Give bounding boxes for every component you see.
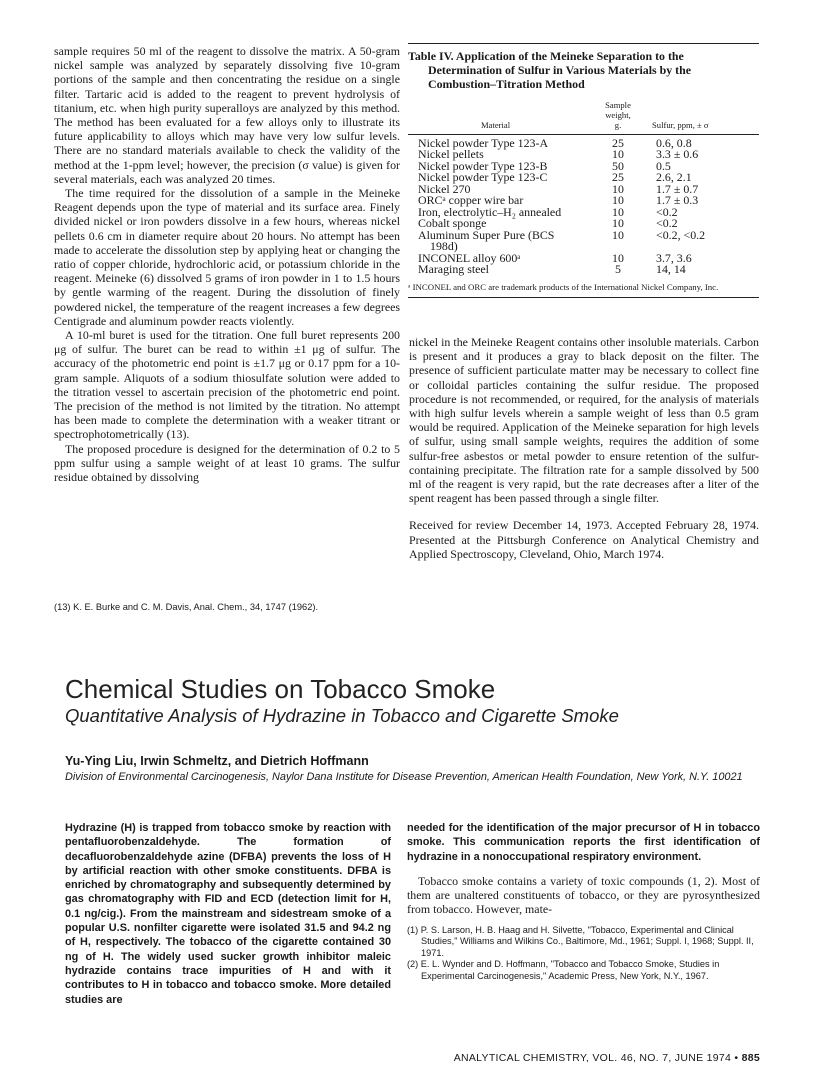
cell-weight: 10 — [612, 204, 624, 219]
abstract-continued: needed for the identification of the major precursor of H in tobacco smoke. This communication reports the first identification of hydrazine in a nonoccupational respiratory environment. — [407, 822, 760, 863]
left-column — [54, 44, 400, 484]
body-paragraph: nickel in the Meineke Reagent contains other insoluble materials. Carbon is present and it produces a gray to black deposit on the filter. The presence of sufficient particulate matter may be necessary to collect fine or colloidal particles containing the sulfur residue. The proposed procedure is not recommended, or required, for the analysis of materials with high sulfur levels wherein a sample weight of less than 0.5 gram would be required. Application of the Meineke separation for high levels of sulfur, using small sample weights, requires the addition of some sulfur-free asbestos or metal powder to ensure retention of the sulfur-containing precipitate. The filtration rate for a sample dissolved by 500 ml of the reagent is very rapid, but the rate decreases after a liter of the spent reagent has been passed through a single filter. — [409, 335, 759, 506]
references — [407, 925, 760, 983]
article-right-column — [407, 821, 760, 982]
table-bottom-rule — [408, 297, 759, 298]
body-paragraph: A 10-ml buret is used for the titration. One full buret represents 200 μg of sulfur. The buret can be read to within ±1 μg of sulfur. The accuracy of the photometric end point is ±1.7 μg or 0.17 ppm for a 10-gram sample. Aliquots of a sodium thiosulfate solution were added to the titration vessel to ascertain precision of the photometric end point. The precision of the method is not limited by the titration. No attempt has been made to complete the determination with a weaker titrant or spectrophotometrically (13). — [54, 328, 400, 442]
header-weight-2: weight, — [605, 109, 631, 120]
cell-material: Nickel powder Type 123-A — [418, 135, 549, 150]
cell-weight: 10 — [612, 250, 624, 265]
cell-sulfur: <0.2, <0.2 — [656, 227, 706, 242]
footnote-13: (13) K. E. Burke and C. M. Davis, Anal. Chem., 34, 1747 (1962). — [54, 602, 319, 612]
affiliation: Division of Environmental Carcinogenesis, Naylor Dana Institute for Disease Prevention, American Health Foundation, New York, N.Y. 10021 — [65, 771, 743, 783]
cell-material: Nickel powder Type 123-C — [418, 170, 548, 185]
cell-weight: 10 — [612, 227, 624, 242]
table-row — [408, 264, 759, 276]
article-subtitle: Quantitative Analysis of Hydrazine in Tobacco and Cigarette Smoke — [65, 705, 619, 726]
cell-material: ORCᵃ copper wire bar — [418, 193, 524, 208]
abstract: Hydrazine (H) is trapped from tobacco smoke by reaction with pentafluorobenzaldehyde. The formation of decafluorobenzaldehyde azine (DFBA) prevents the loss of H by artificial reaction with other smoke constituents. DFBA is enriched by chromatography and subsequently determined by gas chromatography with FID and ECD (detection limit for H, 0.1 ng/cig.). From the mainstream and sidestream smoke of a popular U.S. nonfilter cigarette were isolated 31.5 and 94.2 ng of H, respectively. The tobacco of the cigarette contained 30 ng of H. The widely used sucker growth inhibitor maleic hydrazide contains trace impurities of H and with it contributes to H in tobacco and tobacco smoke. More detailed studies are — [65, 822, 391, 1006]
cell-material-wrapped — [418, 227, 601, 254]
cell-material: Nickel pellets — [418, 147, 484, 162]
table-row — [408, 227, 759, 254]
cell-sulfur: 0.5 — [656, 158, 671, 173]
reference-item: (1) P. S. Larson, H. B. Haag and H. Silvette, "Tobacco, Experimental and Clinical Studies," Williams and Wilkins Co., Baltimore, Md., 1961; Suppl. I, 1968; Suppl. II, 1971. — [407, 924, 754, 958]
journal-citation: ANALYTICAL CHEMISTRY, VOL. 46, NO. 7, JUNE 1974 • — [453, 1052, 739, 1064]
cell-material: Aluminum Super Pure (BCS — [418, 227, 555, 242]
cell-material: Nickel 270 — [418, 181, 471, 196]
cell-material: Maraging steel — [418, 262, 489, 277]
cell-sulfur: 14, 14 — [656, 262, 686, 277]
cell-material: Cobalt sponge — [418, 216, 487, 231]
cell-sulfur: 2.6, 2.1 — [656, 170, 692, 185]
table-top-rule — [408, 43, 759, 44]
cell-sulfur: 3.7, 3.6 — [656, 250, 692, 265]
reference-item: (2) E. L. Wynder and D. Hoffmann, "Tobacco and Tobacco Smoke, Studies in Experimental Carcinogenesis," Academic Press, New York, N.Y., 1967. — [407, 959, 720, 981]
table-body — [408, 135, 759, 277]
cell-material: INCONEL alloy 600ᵃ — [418, 250, 521, 265]
table-footnote: ᵃ INCONEL and ORC are trademark products of the International Nickel Company, Inc. — [408, 281, 719, 292]
cell-weight: 10 — [612, 181, 624, 196]
cell-sulfur: 1.7 ± 0.7 — [656, 181, 699, 196]
table-iv — [408, 43, 759, 298]
cell-material: Nickel powder Type 123-B — [418, 158, 548, 173]
cell-weight: 10 — [612, 193, 624, 208]
cell-sulfur: 0.6, 0.8 — [656, 135, 692, 150]
cell-sulfur: <0.2 — [656, 216, 678, 231]
cell-weight: 10 — [612, 147, 624, 162]
right-column — [409, 335, 759, 561]
header-weight-1: Sample — [605, 99, 631, 110]
body-paragraph: sample requires 50 ml of the reagent to dissolve the matrix. A 50-gram nickel sample was analyzed by separately dissolving five 10-gram portions of the sample and then concentrating the residue on a single filter. Tartaric acid is added to the reagent to prevent hydrolysis of titanium, etc. when high purity superalloys are analyzed by this method. The method has been evaluated for a few alloys only to illustrate its future applicability to alloys which may have very low sulfur levels. There are no standard materials available to check the validity of the method at the 1-ppm level; however, the precision (σ value) is given for several materials, each was analyzed 20 times. — [54, 44, 400, 186]
cell-sulfur: <0.2 — [656, 204, 678, 219]
article-title: Chemical Studies on Tobacco Smoke — [65, 674, 496, 704]
cell-weight: 25 — [612, 170, 624, 185]
header-weight-3: g. — [614, 119, 622, 130]
received-note: Received for review December 14, 1973. Accepted February 28, 1974. Presented at the Pittsburgh Conference on Analytical Chemistry and Applied Spectroscopy, Cleveland, Ohio, March 1974. — [409, 518, 759, 561]
page-number: 885 — [741, 1052, 760, 1064]
table-title: Table IV. Application of the Meineke Separation to the Determination of Sulfur in Various Materials by the Combustion–Titration Method — [408, 49, 692, 92]
header-material: Material — [481, 119, 511, 130]
cell-weight: 50 — [612, 158, 624, 173]
cell-weight: 10 — [612, 216, 624, 231]
intro-paragraph: Tobacco smoke contains a variety of toxic compounds (1, 2). Most of them are unaltered constituents of tobacco, or they are pyrosynthesized from tobacco. However, mate- — [407, 873, 760, 917]
body-paragraph: The time required for the dissolution of a sample in the Meineke Reagent depends upon the type of material and its surface area. Finely divided nickel or iron powders dissolve in a few hours, whereas nickel pellets 0.6 cm in diameter require about 20 hours. No attempt has been made to accelerate the dissolution step by applying heat or changing the ratio of copper chloride, hydrochloric acid, or potassium chloride in the reagent. Meineke (6) dissolved 5 grams of iron powder in 1 to 1.5 hours by gentle warming of the reagent. During the dissolution of finely powdered nickel, the temperature of the reagent increases a few degrees Centigrade and aluminum powder reacts violently. — [54, 186, 400, 328]
cell-sulfur: 3.3 ± 0.6 — [656, 147, 699, 162]
header-sulfur: Sulfur, ppm, ± σ — [652, 119, 709, 130]
cell-weight: 5 — [615, 262, 621, 277]
cell-sulfur: 1.7 ± 0.3 — [656, 193, 699, 208]
body-paragraph: The proposed procedure is designed for the determination of 0.2 to 5 ppm sulfur using a sample weight of at least 10 grams. The sulfur residue obtained by dissolving — [54, 441, 400, 485]
cell-material: Iron, electrolytic–H₂ annealed — [418, 204, 562, 219]
author-list: Yu-Ying Liu, Irwin Schmeltz, and Dietrich Hoffmann — [65, 754, 369, 768]
page-footer — [400, 1052, 760, 1064]
cell-weight: 25 — [612, 135, 624, 150]
cell-material-line2: 198d) — [430, 239, 458, 254]
